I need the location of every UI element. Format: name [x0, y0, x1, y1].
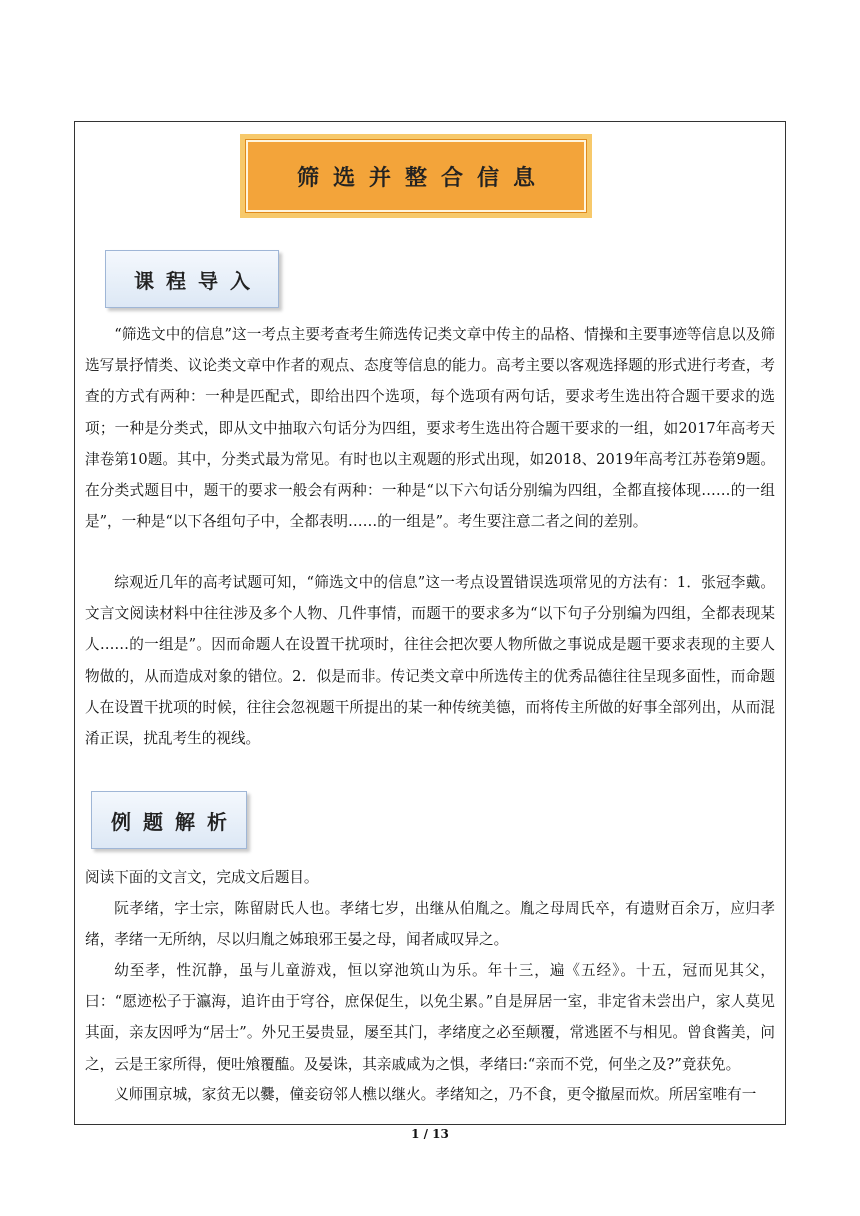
- section-header-intro: [105, 250, 279, 308]
- section-title-example: 例题解析: [111, 809, 239, 834]
- intro-paragraph-2: 综观近几年的高考试题可知，“筛选文中的信息”这一考点设置错误选项常见的方法有：1．张冠李戴。文言文阅读材料中往往涉及多个人物、几件事情，而题干的要求多为“以下句子分别编为四组，全都表现某人……的一组是”。因而命题人在设置干扰项时，往往会把次要人物所做之事说成是题干要求表现的主要人物做的，从而造成对象的错位。2．似是而非。传记类文章中所选传主的优秀品德往往呈现多面性，而命题人在设置干扰项的时候，往往会忽视题干所提出的某一种传统美德，而将传主所做的好事全部列出，从而混淆正误，扰乱考生的视线。: [85, 574, 775, 748]
- example-paragraph-3: 义师围京城，家贫无以爨，僮妾窃邻人樵以继火。孝绪知之，乃不食，更令撤屋而炊。所居室唯有一: [114, 1086, 757, 1103]
- title-banner-inner: [246, 140, 586, 212]
- example-instruction: 阅读下面的文言文，完成文后题目。: [85, 869, 319, 886]
- example-paragraph-1: 阮孝绪，字士宗，陈留尉氏人也。孝绪七岁，出继从伯胤之。胤之母周氏卒，有遗财百余万，应归孝绪，孝绪一无所纳，尽以归胤之姊琅邪王晏之母，闻者咸叹异之。: [85, 900, 775, 949]
- section-title-intro: 课程导入: [134, 268, 262, 293]
- section-header-example: [91, 791, 247, 849]
- intro-paragraph-1: “筛选文中的信息”这一考点主要考查考生筛选传记类文章中传主的品格、情操和主要事迹等信息以及筛选写景抒情类、议论类文章中作者的观点、态度等信息的能力。高考主要以客观选择题的形式进行考查，考查的方式有两种：一种是匹配式，即给出四个选项，每个选项有两句话，要求考生选出符合题干要求的选项；一种是分类式，即从文中抽取六句话分为四组，要求考生选出符合题干要求的一组，如2017年高考天津卷第10题。其中，分类式最为常见。有时也以主观题的形式出现，如2018、2019年高考江苏卷第9题。在分类式题目中，题干的要求一般会有两种：一种是“以下六句话分别编为四组，全都直接体现……的一组是”，一种是“以下各组句子中，全都表明……的一组是”。考生要注意二者之间的差别。: [85, 326, 775, 531]
- document-title: 筛选并整合信息: [296, 165, 549, 191]
- page-number: 1 / 13: [411, 1127, 449, 1141]
- title-banner: [240, 134, 592, 218]
- example-paragraph-2: 幼至孝，性沉静，虽与儿童游戏，恒以穿池筑山为乐。年十三，遍《五经》。十五，冠而见其父，曰：“愿迹松子于瀛海，追许由于穹谷，庶保促生，以免尘累。”自是屏居一室，非定省未尝出户，家人莫见其面，亲友因呼为“居士”。外兄王晏贵显，屡至其门，孝绪度之必至颠覆，常逃匿不与相见。曾食酱美，问之，云是王家所得，便吐飧覆醢。及晏诛，其亲戚咸为之惧，孝绪曰:“亲而不党，何坐之及?”竟获免。: [85, 962, 775, 1073]
- page-frame: [74, 121, 786, 1125]
